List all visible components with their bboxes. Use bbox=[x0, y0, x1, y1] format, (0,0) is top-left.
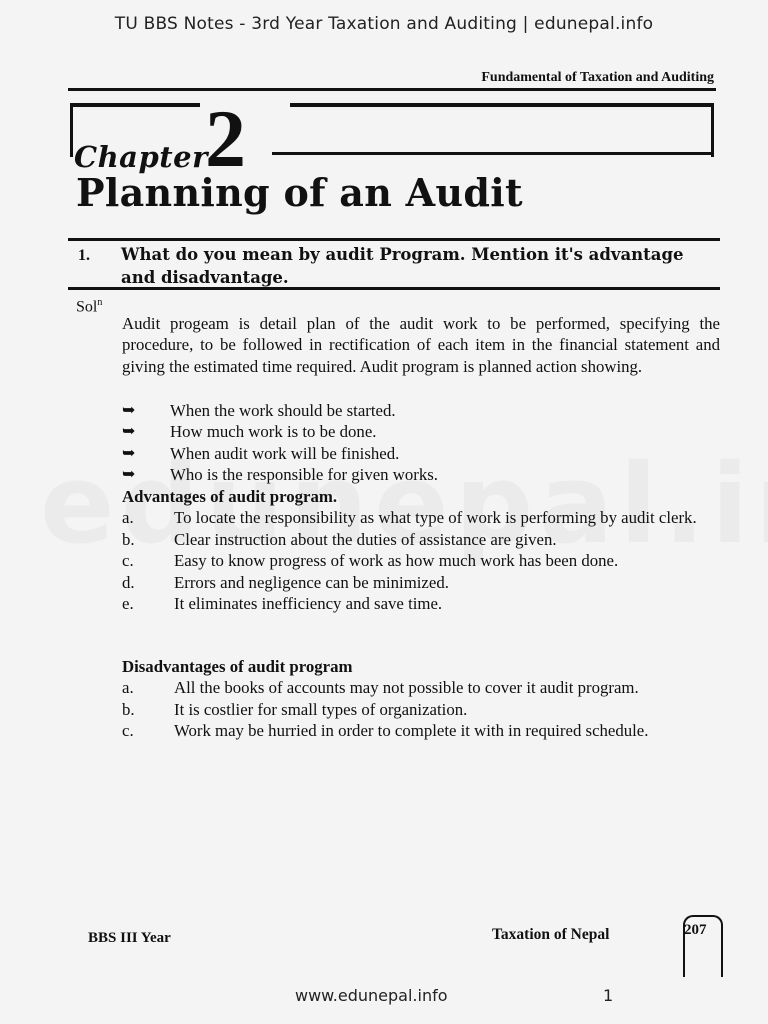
page-number: 207 bbox=[684, 922, 707, 938]
question-rule-top bbox=[68, 238, 720, 241]
intro-paragraph: Audit progeam is detail plan of the audit work to be performed, specifying the procedure, to be followed in rectification of each item in the financial statement and giving the estimated time required. Audit program is planned action showing. bbox=[122, 314, 720, 376]
chapter-underline bbox=[272, 152, 714, 155]
list-item: c. Work may be hurried in order to complete it with in required schedule. bbox=[122, 721, 649, 741]
footer-right: Taxation of Nepal bbox=[492, 926, 610, 943]
chapter-number: 2 bbox=[205, 93, 246, 184]
header-rule bbox=[68, 88, 716, 91]
list-item: a. All the books of accounts may not possible to cover it audit program. bbox=[122, 678, 639, 698]
list-item: ➥ How much work is to be done. bbox=[122, 422, 377, 442]
list-item: ➥ Who is the responsible for given works. bbox=[122, 465, 438, 485]
arrow-right-icon: ➥ bbox=[122, 444, 136, 462]
solution-label bbox=[76, 297, 102, 316]
list-item: d. Errors and negligence can be minimized. bbox=[122, 572, 449, 592]
bottom-url[interactable]: www.edunepal.info bbox=[295, 986, 448, 1005]
list-item: b. Clear instruction about the duties of assistance are given. bbox=[122, 529, 557, 549]
list-item: b. It is costlier for small types of organization. bbox=[122, 699, 468, 719]
question-rule-bottom bbox=[68, 287, 720, 290]
advantages-heading: Advantages of audit program. bbox=[122, 487, 338, 506]
top-banner: TU BBS Notes - 3rd Year Taxation and Auditing | edunepal.info bbox=[114, 14, 654, 34]
solution-label-text: Sol bbox=[76, 298, 98, 316]
arrow-right-icon: ➥ bbox=[122, 402, 136, 419]
solution-label-sup: n bbox=[97, 297, 103, 308]
question-number: 1. bbox=[78, 247, 90, 264]
list-item: a. To locate the responsibility as what type of work is performing by audit clerk. bbox=[122, 508, 697, 528]
bullet-list bbox=[122, 400, 722, 486]
bottom-page-number: 1 bbox=[603, 986, 614, 1005]
chapter-title: Planning of an Audit bbox=[76, 170, 523, 215]
disadvantages-heading: Disadvantages of audit program bbox=[122, 657, 353, 676]
arrow-right-icon: ➥ bbox=[122, 423, 136, 441]
running-head: Fundamental of Taxation and Auditing bbox=[481, 70, 714, 85]
chapter-label: Chapter bbox=[74, 140, 208, 174]
disadvantages-section bbox=[122, 656, 722, 742]
advantages-section bbox=[122, 486, 722, 614]
list-item: ➥ When audit work will be finished. bbox=[122, 443, 400, 463]
arrow-right-icon: ➥ bbox=[122, 466, 136, 484]
list-item: c. Easy to know progress of work as how much work has been done. bbox=[122, 551, 619, 571]
list-item: ➥ When the work should be started. bbox=[122, 401, 396, 420]
footer-left: BBS III Year bbox=[88, 930, 171, 946]
question-text: What do you mean by audit Program. Mention it's advantage and disadvantage. bbox=[121, 245, 684, 287]
list-item: e. It eliminates inefficiency and save time. bbox=[122, 594, 443, 614]
